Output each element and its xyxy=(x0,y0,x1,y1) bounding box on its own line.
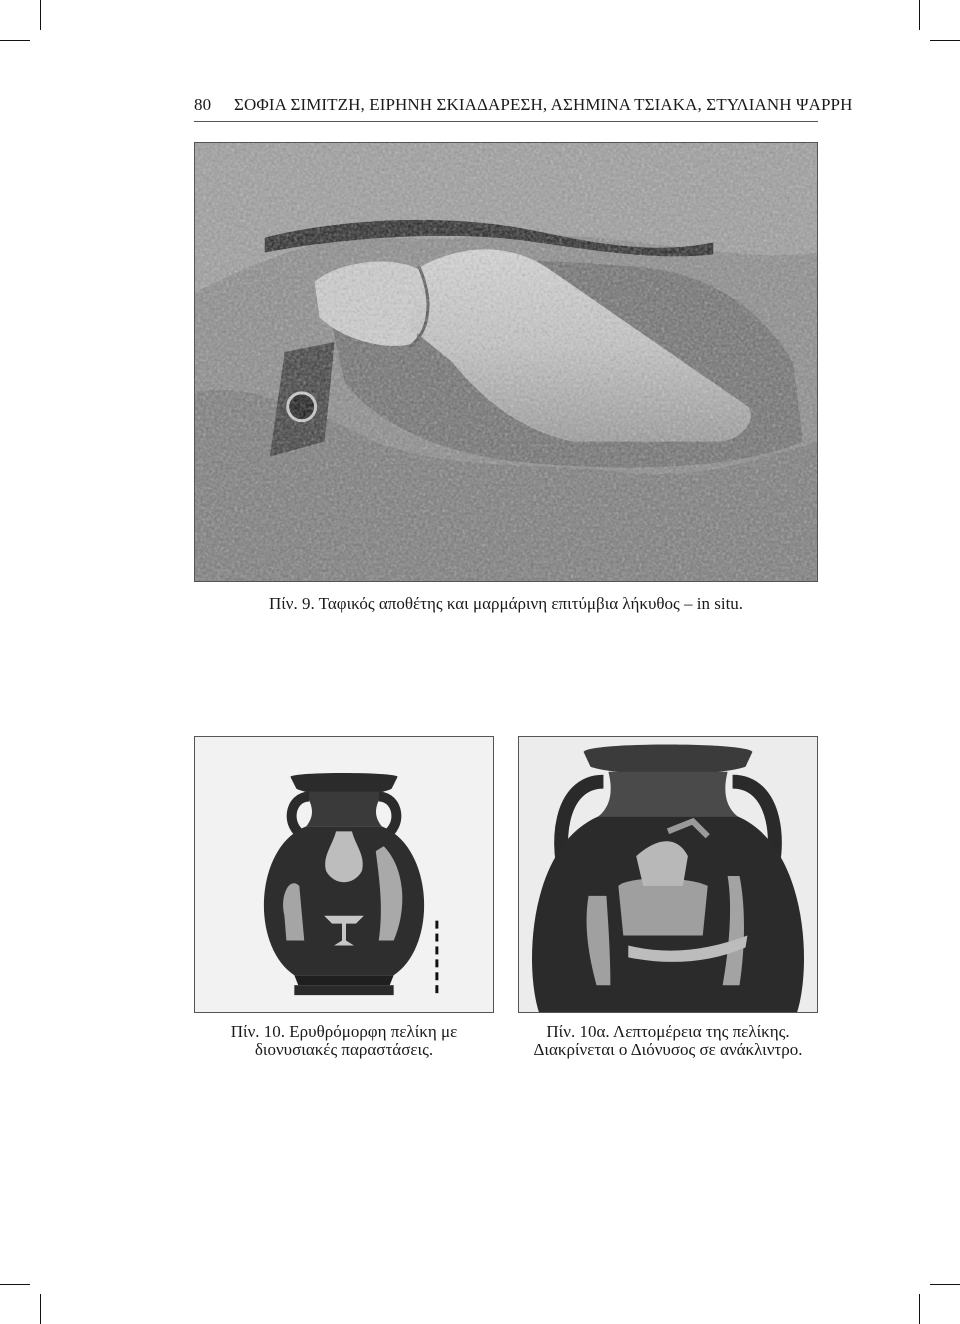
crop-mark xyxy=(0,40,30,41)
caption-line: Πίν. 10α. Λεπτομέρεια της πελίκης. xyxy=(546,1022,790,1041)
page-number: 80 xyxy=(194,95,212,114)
header-rule xyxy=(194,121,818,122)
crop-mark xyxy=(919,0,920,30)
figure-10-photo xyxy=(194,736,494,1013)
crop-mark xyxy=(919,1294,920,1324)
caption-line: διονυσιακές παραστάσεις. xyxy=(254,1040,434,1059)
figure-10-caption xyxy=(194,1023,494,1059)
figure-9-caption xyxy=(194,595,818,613)
caption-line: Διακρίνεται ο Διόνυσος σε ανάκλιντρο. xyxy=(533,1040,803,1059)
crop-mark xyxy=(930,1284,960,1285)
authors: ΣΟΦΙΑ ΣΙΜΙΤΖΗ, ΕΙΡΗΝΗ ΣΚΙΑΔΑΡΕΣΗ, ΑΣΗΜΙΝΑ ΤΣΙΑΚΑ, ΣΤΥΛΙΑΝΗ ΨΑΡΡΗ xyxy=(234,95,853,114)
crop-mark xyxy=(0,1284,30,1285)
figure-9-photo xyxy=(194,142,818,582)
running-head xyxy=(194,95,853,115)
crop-mark xyxy=(40,0,41,30)
caption-line: Πίν. 10. Ερυθρόμορφη πελίκη με xyxy=(230,1022,458,1041)
crop-mark xyxy=(40,1294,41,1324)
figure-10a-photo xyxy=(518,736,818,1013)
crop-mark xyxy=(930,40,960,41)
caption-text: Πίν. 9. Ταφικός αποθέτης και μαρμάρινη επιτύμβια λήκυθος – in situ. xyxy=(268,594,744,613)
figure-10a-caption xyxy=(518,1023,818,1059)
